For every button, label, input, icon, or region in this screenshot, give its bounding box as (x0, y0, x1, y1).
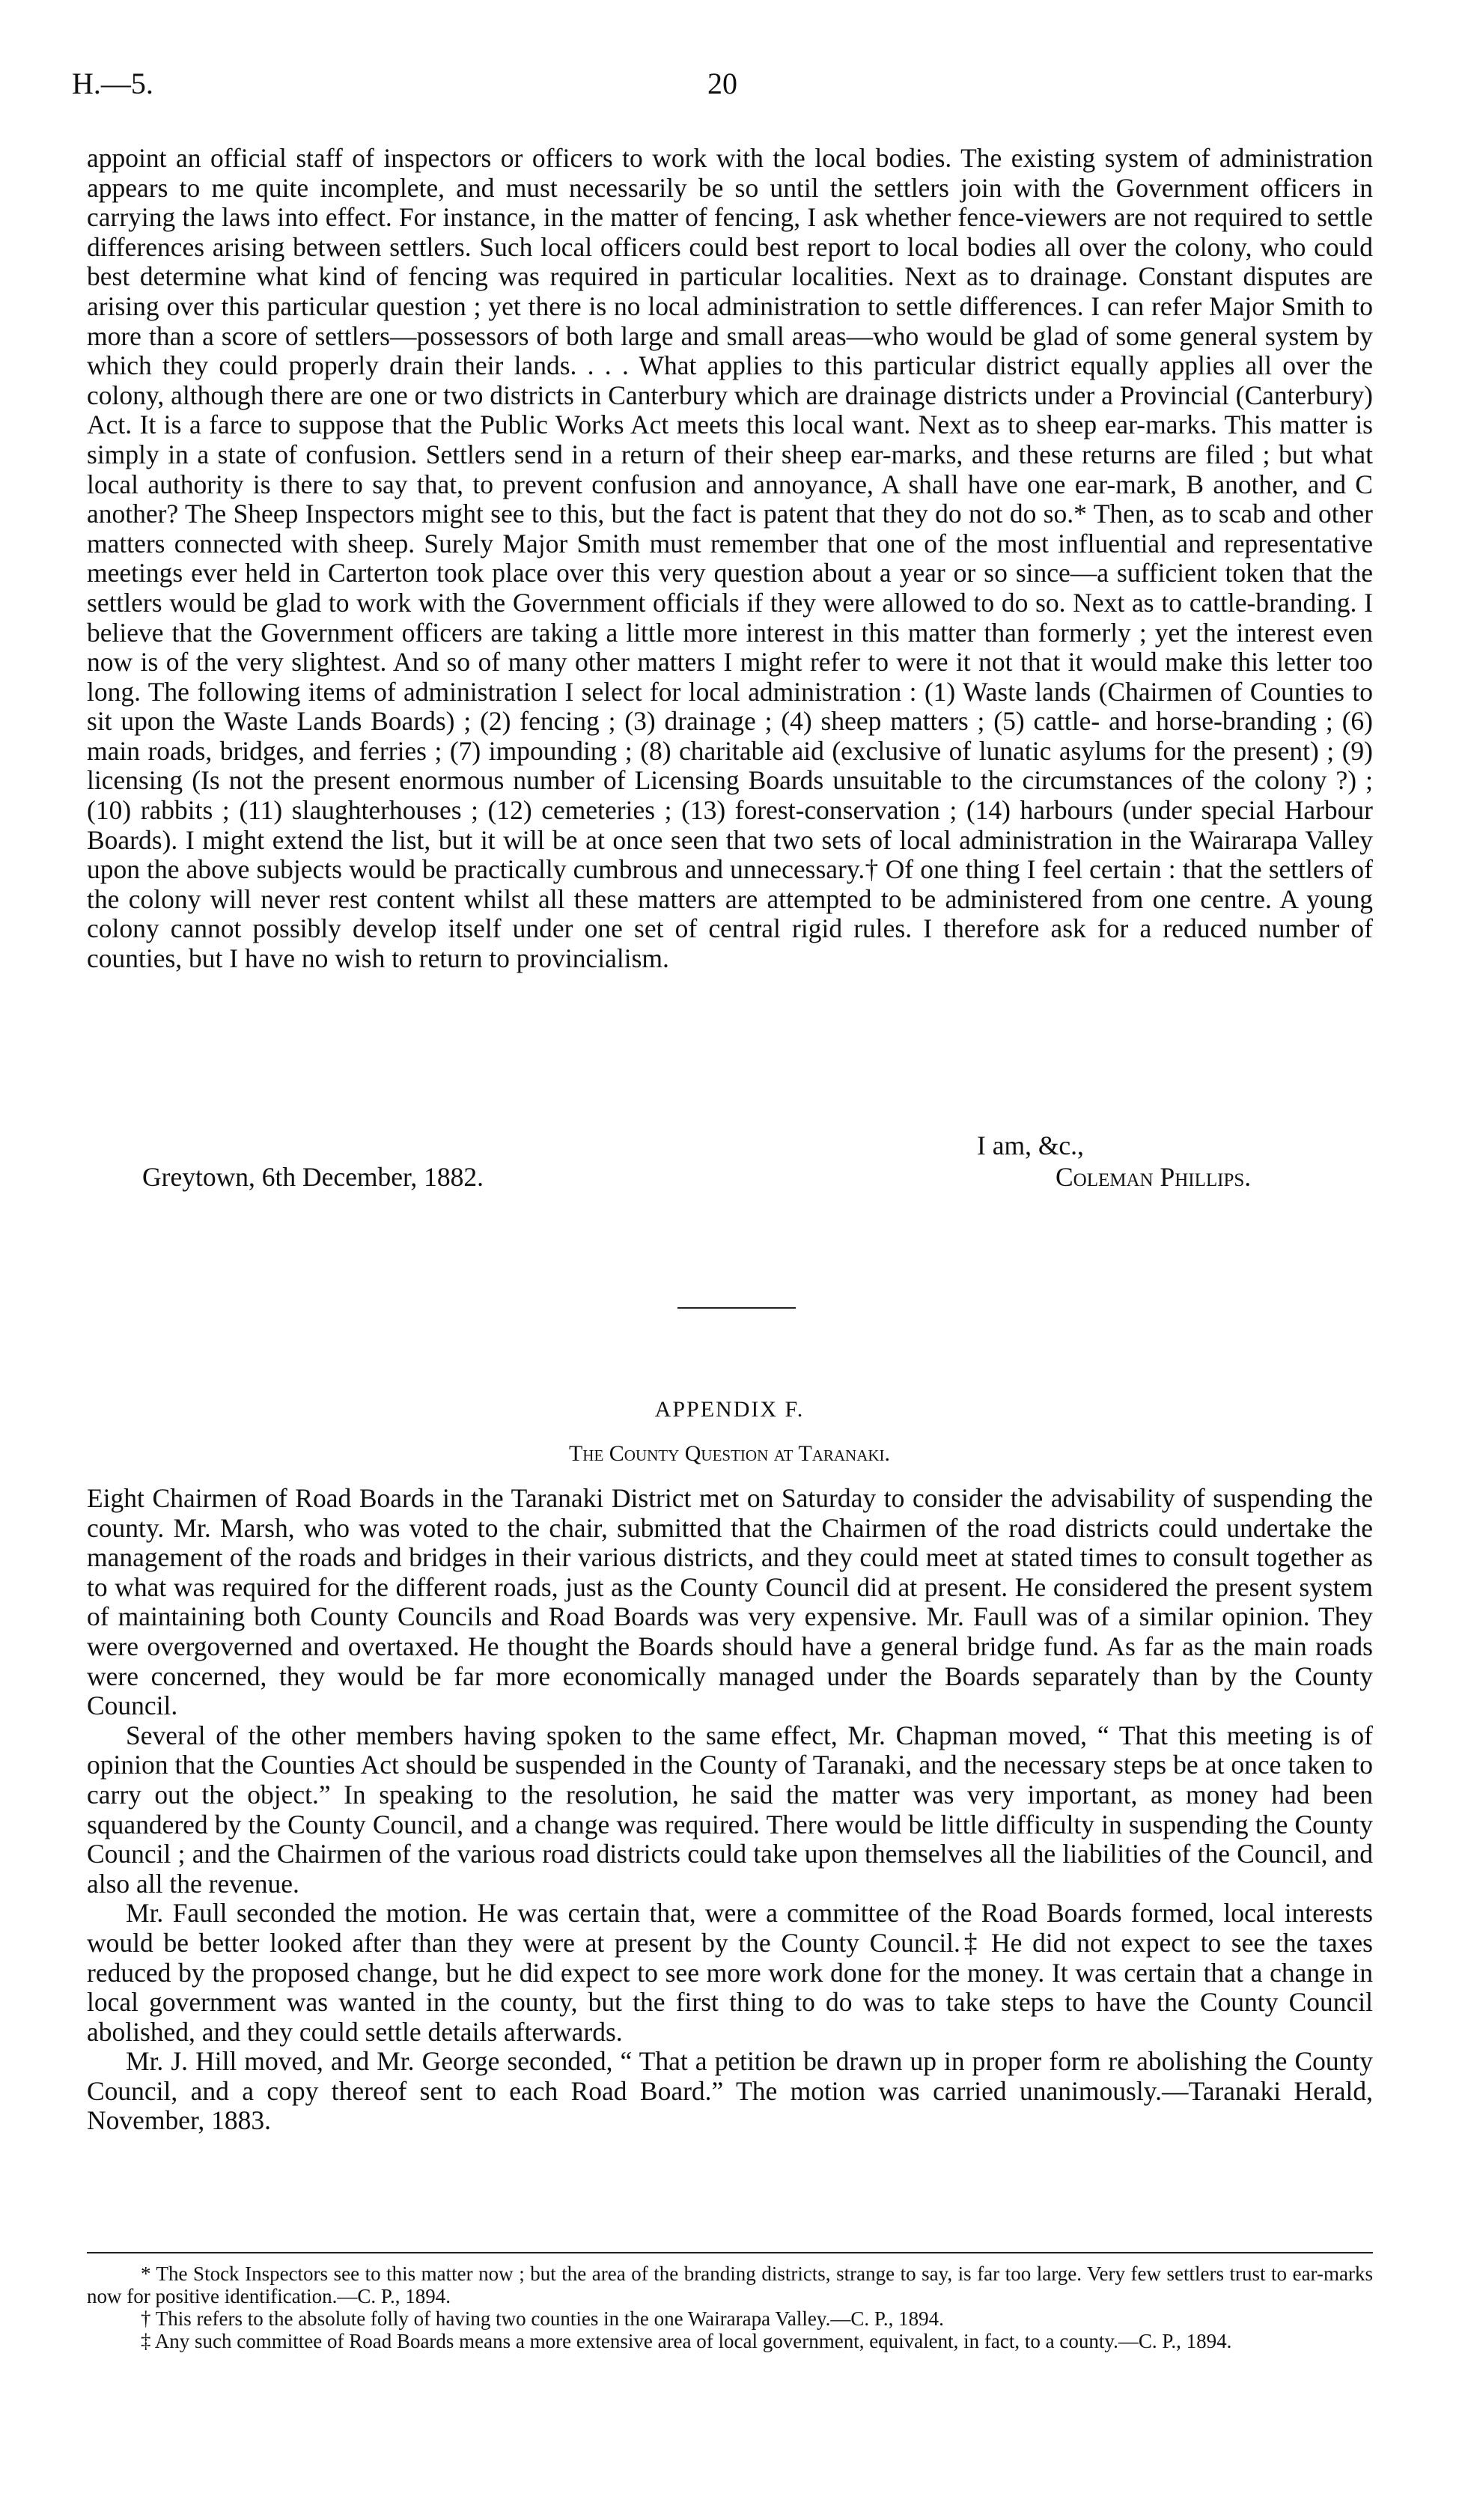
appendix-paragraph: Eight Chairmen of Road Boards in the Taranaki District met on Saturday to consider the advisability of suspending the county. Mr. Marsh, who was voted to the chair, submitted that the Chairmen of the road districts could undertake the management of the roads and bridges in their various districts, and they could meet at stated times to consult together as to what was required for the different roads, just as the County Council did at present. He considered the present system of maintaining both County Councils and Road Boards was very expensive. Mr. Faull was of a similar opinion. They were overgoverned and overtaxed. He thought the Boards should have a general bridge fund. As far as the main roads were concerned, they would be far more economically managed under the Boards separately than by the County Council. (87, 1483, 1373, 1721)
letter-body (87, 144, 1373, 974)
footnote: ‡ Any such committee of Road Boards means a more extensive area of local government, equivalent, in fact, to a county.—C. P., 1894. (141, 2330, 1232, 2352)
footnote-rule (87, 2252, 1373, 2253)
footnote: * The Stock Inspectors see to this matter now ; but the area of the branding districts, strange to say, is far too large. Very few settlers trust to ear-marks now for positive identification.—C. P., 1894. (87, 2262, 1373, 2307)
footnotes (87, 2262, 1373, 2352)
page-header (72, 66, 1373, 111)
appendix-paragraph: Several of the other members having spoken to the same effect, Mr. Chapman moved, “ That this meeting is of opinion that the Counties Act should be suspended in the County of Taranaki, and the necessary steps be at once taken to carry out the object.” In speaking to the resolution, he said the matter was very important, as money had been squandered by the County Council, and a change was required. There would be little difficulty in suspending the County Council ; and the Chairmen of the various road districts could take upon themselves all the liabilities of the Council, and also all the revenue. (87, 1720, 1373, 1899)
signature: Coleman Phillips. (1056, 1162, 1252, 1192)
appendix-body (87, 1484, 1373, 2136)
appendix-paragraph: Mr. Faull seconded the motion. He was certain that, were a committee of the Road Boards formed, local interests would be better looked after than they were at present by the County Council.‡ He did not expect to see the taxes reduced by the proposed change, but he did expect to see more work done for the money. It was certain that a change in local government was wanted in the county, but the first thing to do was to take steps to have the County Council abolished, and they could settle details afterwards. (87, 1898, 1373, 2047)
footnote: † This refers to the absolute folly of having two counties in the one Wairarapa Valley.—C. P., 1894. (141, 2307, 944, 2330)
closing-greeting: I am, &c., (977, 1130, 1084, 1160)
appendix-label: APPENDIX F. (654, 1397, 805, 1422)
letter-paragraph: appoint an official staff of inspectors or officers to work with the local bodies. The existing system of administration appears to me quite incomplete, and must necessarily be so until the settlers join with the Government officers in carrying the laws into effect. For instance, in the matter of fencing, I ask whether fence-viewers are not required to settle differences arising between settlers. Such local officers could best report to local bodies all over the colony, who could best determine what kind of fencing was required in particular localities. Next as to drainage. Constant disputes are arising over this particular question ; yet there is no local administration to settle differences. I can refer Major Smith to more than a score of settlers—possessors of both large and small areas—who would be glad of some general system by which they could properly drain their lands. . . . What applies to this particular district equally applies all over the colony, although there are one or two districts in Canterbury which are drainage districts under a Provincial (Canterbury) Act. It is a farce to suppose that the Public Works Act meets this local want. Next as to sheep ear-marks. This matter is simply in a state of confusion. Settlers send in a return of their sheep ear-marks, and these returns are filed ; but what local authority is there to say that, to prevent confusion and annoyance, A shall have one ear-mark, B another, and C another? The Sheep Inspectors might see to this, but the fact is patent that they do not do so.* Then, as to scab and other matters connected with sheep. Surely Major Smith must remember that one of the most influential and representative meetings ever held in Carterton took place over this very question about a year or so since—a sufficient token that the settlers would be glad to work with the Government officials if they were allowed to do so. Next as to cattle-branding. I believe that the Government officers are taking a little more interest in this matter than formerly ; yet the interest even now is of the very slightest. And so of many other matters I might refer to were it not that it would make this letter too long. The following items of administration I select for local administration : (1) Waste lands (Chairmen of Counties to sit upon the Waste Lands Boards) ; (2) fencing ; (3) drainage ; (4) sheep matters ; (5) cattle- and horse-branding ; (6) main roads, bridges, and ferries ; (7) impounding ; (8) charitable aid (exclusive of lunatic asylums for the present) ; (9) licensing (Is not the present enormous number of Licensing Boards unsuitable to the circumstances of the colony ?) ; (10) rabbits ; (11) slaughterhouses ; (12) cemeteries ; (13) forest-conservation ; (14) harbours (under special Harbour Boards). I might extend the list, but it will be at once seen that two sets of local administration in the Wairarapa Valley upon the above subjects would be practically cumbrous and unnecessary.† Of one thing I feel certain : that the settlers of the colony will never rest content whilst all these matters are attempted to be administered from one centre. A young colony cannot possibly develop itself under one set of central rigid rules. I therefore ask for a reduced number of counties, but I have no wish to return to provincialism. (87, 143, 1373, 974)
place-and-date: Greytown, 6th December, 1882. (142, 1162, 484, 1192)
appendix-paragraph: Mr. J. Hill moved, and Mr. George seconded, “ That a petition be drawn up in proper form re abolishing the County Council, and a copy thereof sent to each Road Board.” The motion was carried unanimously.—Taranaki Herald, November, 1883. (87, 2046, 1373, 2136)
appendix-title: The County Question at Taranaki. (568, 1441, 891, 1466)
section-divider (677, 1307, 796, 1309)
document-code: H.—5. (72, 67, 153, 100)
page-number: 20 (707, 67, 737, 100)
